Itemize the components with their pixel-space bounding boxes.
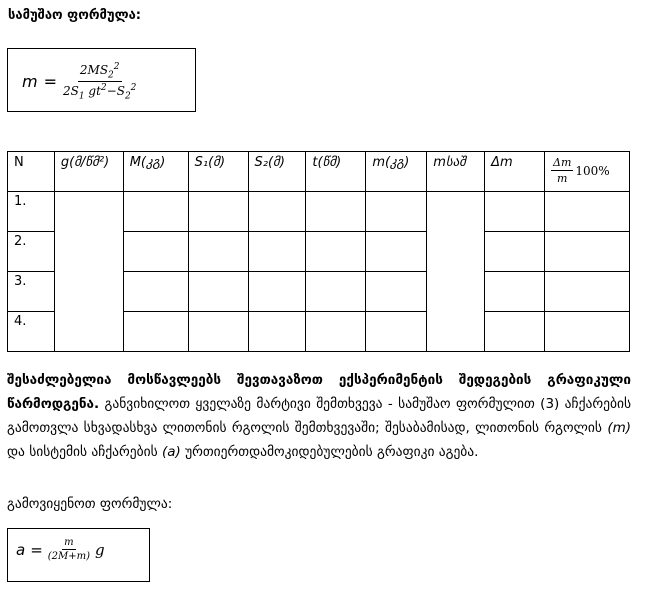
formula-lhs: a — [16, 540, 26, 559]
header-t: t(წმ) — [306, 152, 366, 192]
mass-formula — [22, 62, 136, 102]
fraction-numerator: $2MS_2^2$ — [79, 62, 120, 81]
header-m: m(კგ) — [366, 152, 427, 192]
merged-m-avg-cell — [427, 192, 485, 352]
fraction-denominator: $2S_1$ $gt^2-S_2^2$ — [63, 83, 137, 102]
header-M: M(კგ) — [123, 152, 188, 192]
acceleration-formula — [16, 537, 105, 562]
acceleration-variable: (a) — [161, 444, 181, 460]
header-g: g(მ/წმ²) — [54, 152, 123, 192]
formula-equals: = — [43, 72, 57, 92]
row-number: 1. — [8, 192, 55, 232]
relative-error-fraction: $\frac{\Delta m}{m}$ — [553, 156, 572, 185]
gravity-symbol: g — [95, 540, 105, 559]
page-heading: სამუშაო ფორმულა: — [8, 8, 141, 23]
header-delta-m: Δm — [485, 152, 545, 192]
header-S2: S₂(მ) — [248, 152, 306, 192]
paragraph-bold-lead: შესაძლებელია მოსწავლეებს შევთავაზოთ ექსპერიმენტის შედეგების გრაფიკული წარმოდგენა. — [7, 372, 631, 412]
use-formula-text: გამოვიყენოთ ფორმულა: — [7, 496, 173, 512]
header-S1: S₁(მ) — [188, 152, 248, 192]
table-header-row — [8, 152, 630, 192]
header-relative-error: $\frac{\Delta m}{m}$ 100% — [545, 152, 630, 192]
measurement-table — [7, 151, 630, 352]
row-number: 2. — [8, 232, 55, 272]
acceleration-fraction: $\frac{m}{(2M+m)}$ — [47, 537, 91, 562]
acceleration-formula-box — [7, 528, 150, 582]
header-m-avg: mსაშ — [427, 152, 485, 192]
header-n: N — [8, 152, 55, 192]
table-row — [8, 192, 630, 232]
mass-variable: (m) — [607, 420, 631, 436]
mass-fraction — [63, 62, 136, 102]
graphical-representation-paragraph: შესაძლებელია მოსწავლეებს შევთავაზოთ ექსპერიმენტის შედეგების გრაფიკული წარმოდგენა. განვიხილოთ ყველაზე მარტივი შემთხვევა - სამუშაო ფორმულით (3) აჩქარების გამოთვლა სხვადასხვა ლითონის რგოლის შემთხვევაში; შესაბამისად, ლითონის რგოლის (m) და სისტემის აჩქარების (a) ურთიერთდამოკიდებულების გრაფიკი აგება. — [7, 372, 631, 460]
mass-formula-box — [7, 48, 196, 112]
merged-g-cell — [54, 192, 123, 352]
formula-lhs: m — [22, 72, 38, 92]
row-number: 3. — [8, 272, 55, 312]
row-number: 4. — [8, 312, 55, 352]
formula-equals: = — [30, 540, 43, 559]
